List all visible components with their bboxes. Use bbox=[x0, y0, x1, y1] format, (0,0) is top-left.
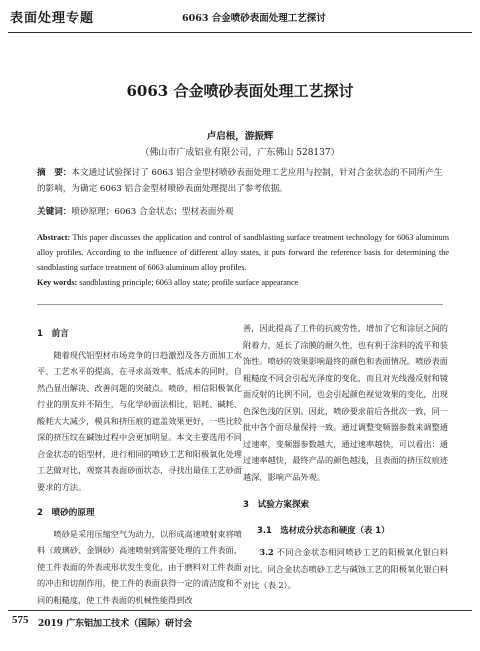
section-2-continued-text: 善，因此提高了工件的抗疲劳性，增加了它和涂层之间的附着力，延长了涂膜的耐久性，也有利于涂料的流平和装饰性。喷砂的效果影响最终的颜色和表面情况。喷砂表面粗糙度不同会引起光泽度的变化，而且对光线漫反射和镜面反射的比例不同，也会引起颜色视觉效果的变化，出现色深色浅的区别。因此，喷砂要求前后各批次一致，同一批中各个面尽量保持一致。通过调整变频器参数来调整通过速率，变频器参数越大，通过速率越快，可以看出：通过速率越快，最终产品的颜色越浅，且表面的挤压纹痕迹越深，影响产品外观。 bbox=[243, 323, 448, 482]
paper-authors: 卢启根，游振辉 bbox=[206, 131, 274, 142]
keywords-zh bbox=[37, 205, 447, 219]
page-number: 575 bbox=[12, 614, 29, 626]
footer-journal: 2019 广东铝加工技术（国际）研讨会 bbox=[38, 619, 193, 629]
section-3-heading: 3 试验方案探索 bbox=[243, 500, 310, 510]
keywords-en-text: sandblasting principle; 6063 alloy state; profile surface appearance bbox=[79, 278, 299, 287]
body-column-left bbox=[37, 320, 242, 608]
section-1-heading: 1 前言 bbox=[37, 329, 69, 339]
page-header bbox=[0, 0, 480, 40]
section-3-1-heading: 3.1 选材成分状态和硬度（表 1） bbox=[257, 524, 390, 535]
paper-affiliation: （佛山市广成铝业有限公司，广东佛山 528137） bbox=[140, 148, 340, 158]
abstract-zh-label: 摘 要： bbox=[37, 168, 72, 178]
header-rule bbox=[8, 32, 472, 33]
body-column-right bbox=[243, 320, 448, 594]
keywords-en bbox=[37, 276, 449, 290]
keywords-zh-label: 关键词： bbox=[37, 207, 72, 217]
abstract-en-text: This paper discusses the application and control of sandblasting surface treatment technology for 6063 aluminum alloy profiles. According to the influence of different alloy states, it puts forward the reference basis for determining the sandblasting surface treatment of 6063 aluminum alloy profiles. bbox=[37, 233, 449, 272]
section-2-heading: 2 喷砂的原理 bbox=[37, 508, 95, 518]
section-3-2-text: 不同合金状态相同喷砂工艺的阳极氧化银白料对比。同合金状态喷砂工艺与碱蚀工艺的阳极氧化银白料对比（表 2）。 bbox=[243, 547, 448, 590]
abstract-en bbox=[37, 230, 449, 275]
keywords-zh-text: 喷砂原理；6063 合金状态；型材表面外观 bbox=[71, 207, 234, 217]
abstract-zh bbox=[37, 166, 447, 197]
abstract-divider bbox=[37, 304, 443, 305]
section-3-2-label: 3.2 bbox=[259, 547, 274, 557]
abstract-en-label: Abstract: bbox=[37, 233, 71, 242]
footer-rule bbox=[8, 610, 472, 611]
section-1-text: 随着现代铝型材市场竞争的日趋激烈及各方面加工水平、工艺水平的提高，在寻求高效率、低成本的同时，自然凸显出解决、改善问题的突破点。喷砂，相信阳极氧化行业的朋友并不陌生，与化学砂面法相比，铝耗、碱耗、酸耗大大减少，模具和挤压痕的遮盖效果更好，一些比较深的挤压纹在碱蚀过程中会更加明显。本文主要选用不同合金状态的铝型材，进行相同的喷砂工艺和阳极氧化处理工艺做对比，观察其表面砂面状态，寻找出最佳工艺砂面要求的方法。 bbox=[37, 349, 242, 492]
section-3-2-paragraph bbox=[243, 544, 448, 594]
keywords-en-label: Key words: bbox=[37, 278, 78, 287]
header-running-title: 6063 合金喷砂表面处理工艺探讨 bbox=[182, 13, 326, 24]
header-section-label: 表面处理专题 bbox=[10, 11, 95, 26]
section-2-text: 喷砂是采用压缩空气为动力，以形成高速喷射束将喷料（玻璃砂、金钢砂）高速喷射到需要处理的工件表面，使工件表面的外表或形状发生变化，由于磨料对工件表面的冲击和切削作用，使工件的表面获得一定的清洁度和不同的粗糙度，使工件表面的机械性能得到改 bbox=[37, 528, 242, 605]
abstract-zh-text: 本文通过试验探讨了 6063 铝合金型材喷砂表面处理工艺应用与控制，针对合金状态的不同所产生的影响，为确定 6063 铝合金型材喷砂表面处理提出了参考依据。 bbox=[37, 168, 443, 194]
paper-title: 6063 合金喷砂表面处理工艺探讨 bbox=[126, 82, 354, 100]
